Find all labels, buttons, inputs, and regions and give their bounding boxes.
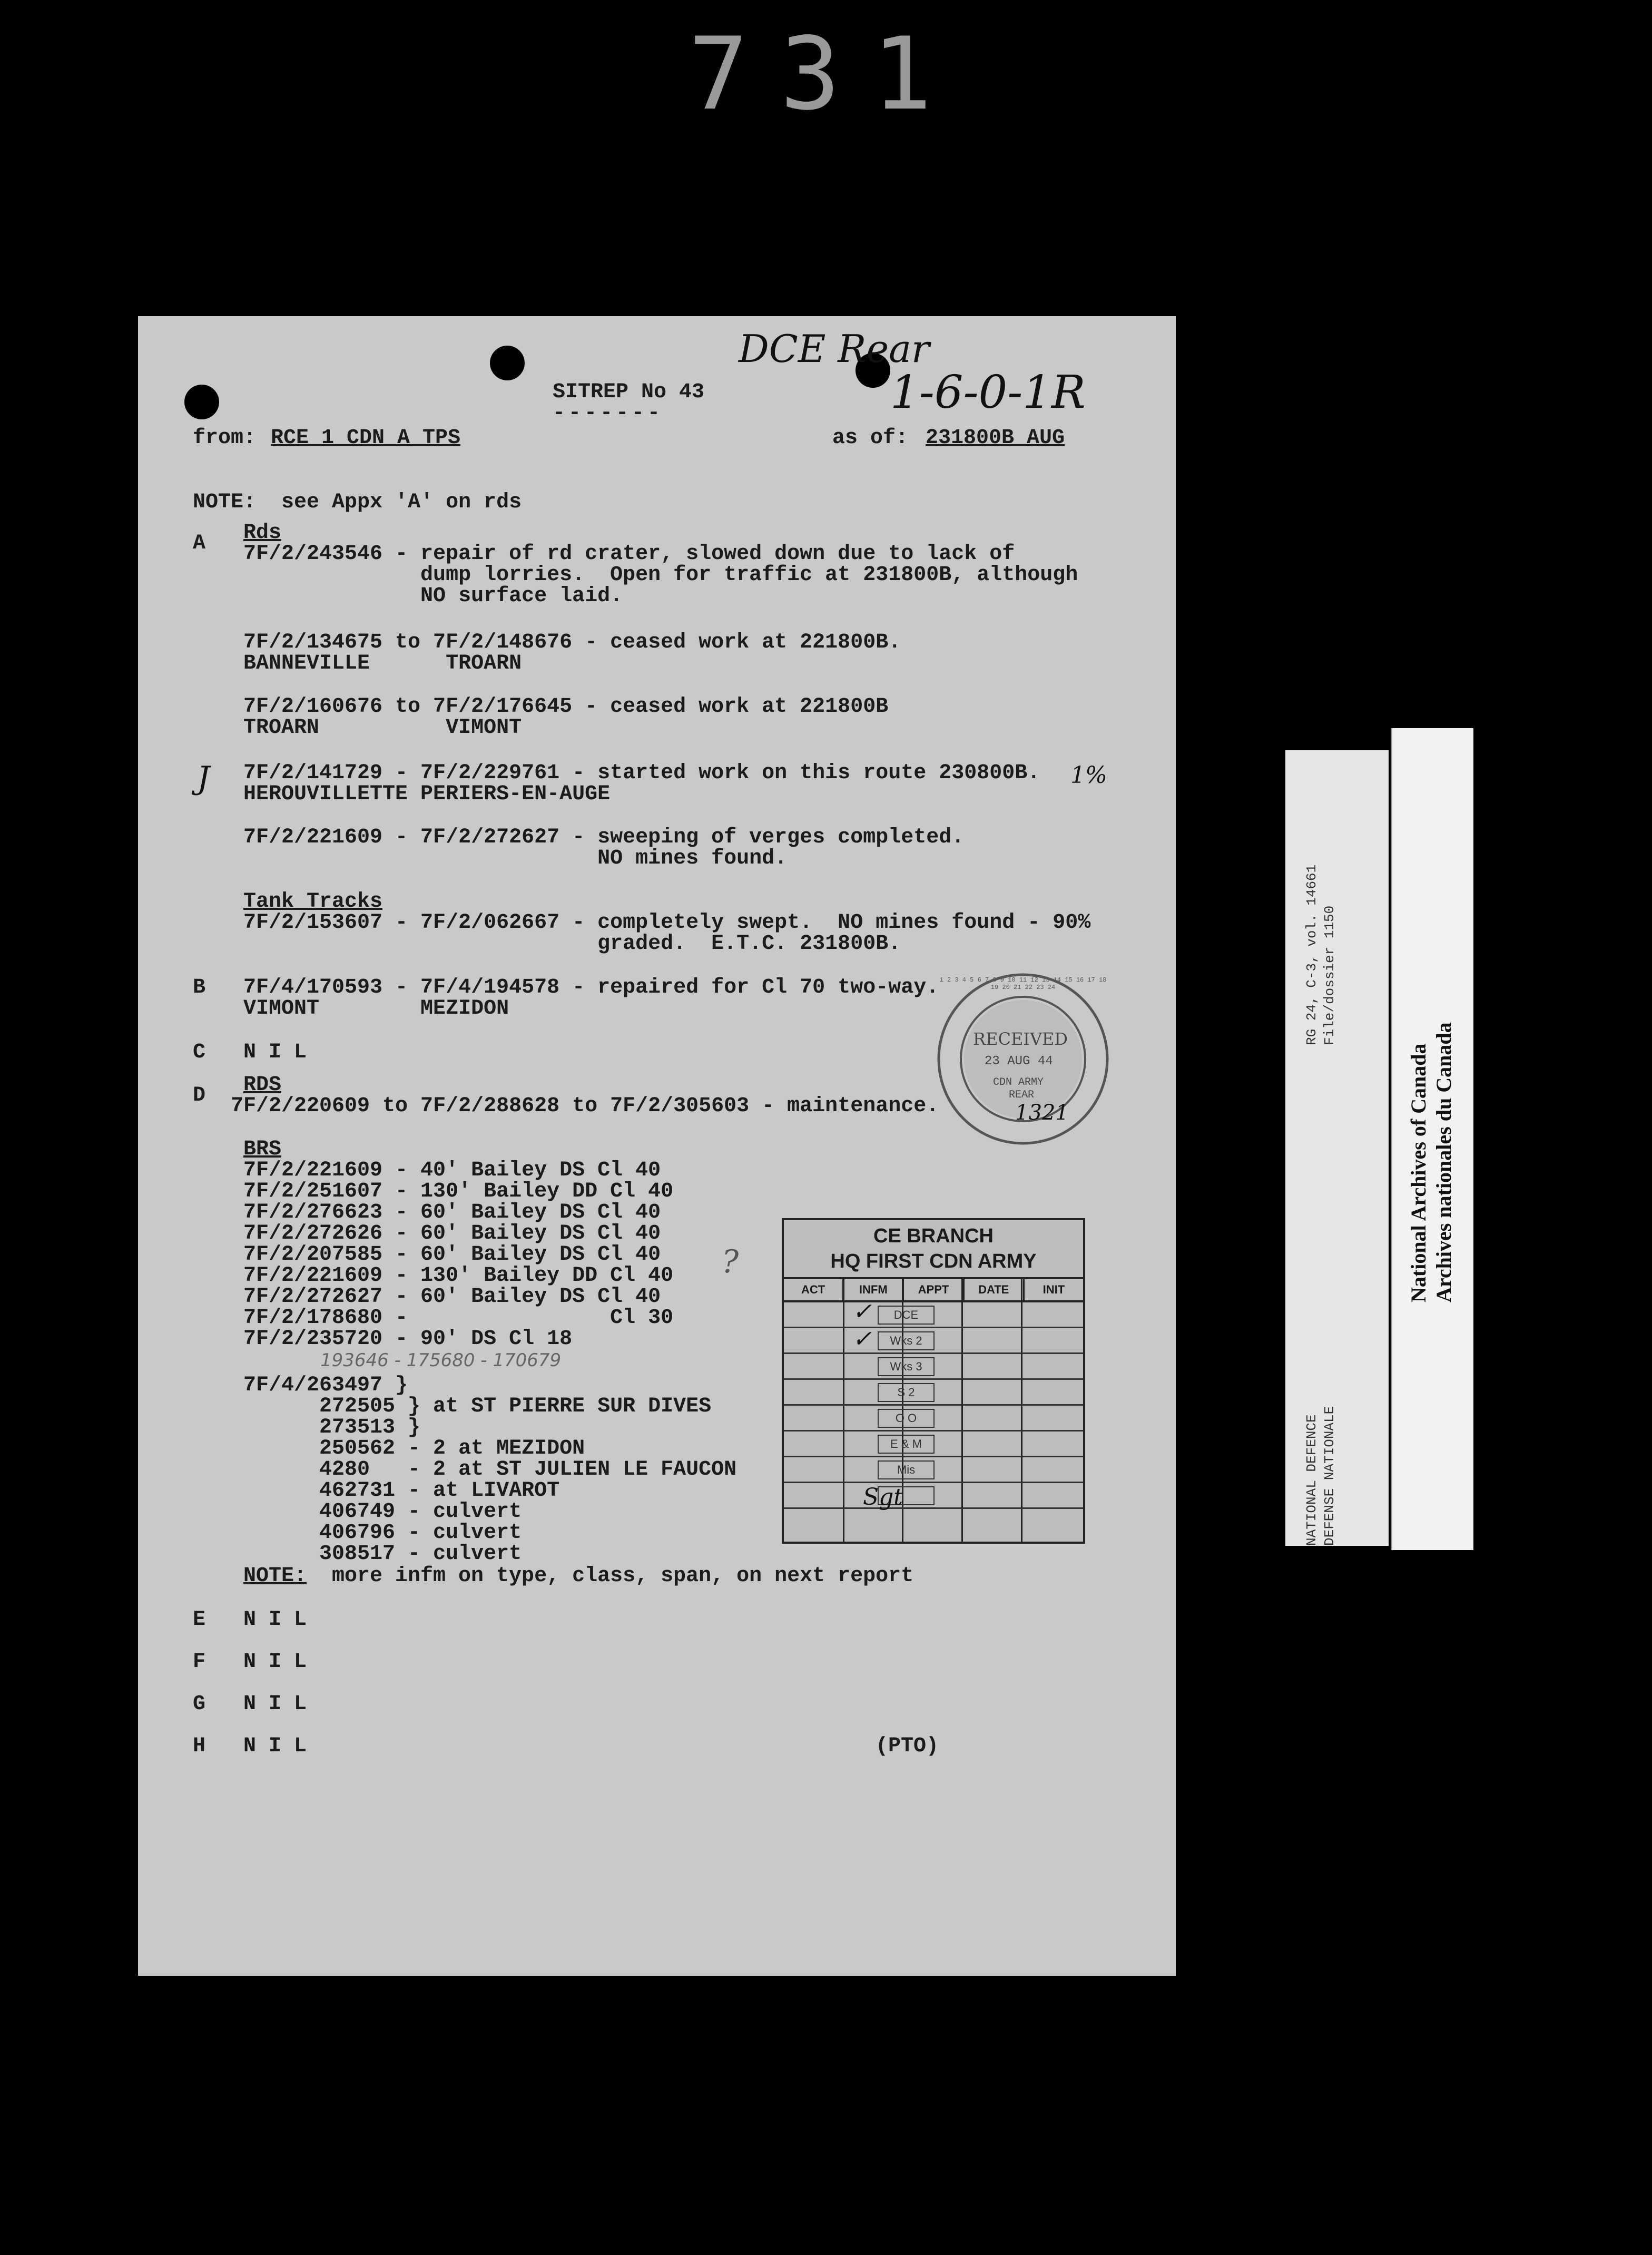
from-value: RCE 1 CDN A TPS [271, 426, 461, 450]
ce-stamp-row [784, 1328, 1083, 1354]
punch-hole [490, 346, 525, 380]
text-line: 7F/2/134675 to 7F/2/148676 - ceased work at 221800B. [243, 631, 901, 654]
ce-branch-stamp [782, 1218, 1085, 1544]
asof-value: 231800B AUG [926, 426, 1065, 450]
bridge-line: 7F/2/178680 - Cl 30 [243, 1306, 674, 1330]
section-letter: C [193, 1041, 206, 1064]
text-line: 7F/2/243546 - repair of rd crater, slowed down due to lack of [243, 542, 1015, 566]
ce-row-label: Wks 2 [878, 1331, 935, 1350]
archive-name-card [1391, 728, 1473, 1550]
nil-text: N I L [243, 1041, 307, 1064]
title-underline: ------- [553, 401, 664, 425]
text-line: VIMONT MEZIDON [243, 997, 509, 1021]
ce-stamp-row [784, 1457, 1083, 1483]
margin-tick: J [197, 760, 210, 797]
section-letter: D [193, 1084, 206, 1107]
text-line: TROARN VIMONT [243, 716, 522, 740]
text-line: BANNEVILLE TROARN [243, 652, 522, 675]
section-letter: G [193, 1692, 206, 1716]
from-label: from: [193, 426, 257, 450]
received-stamp-date: 23 AUG 44 [985, 1054, 1053, 1068]
grid-line: 273513 } [243, 1416, 421, 1439]
received-stamp-sub: REAR [1009, 1089, 1035, 1101]
text-line: graded. E.T.C. 231800B. [243, 932, 901, 956]
section-letter: F [193, 1650, 206, 1674]
note-label: NOTE: [243, 1564, 307, 1588]
archive-name-fr: Archives nationales du Canada [1432, 1022, 1456, 1302]
section-letter: B [193, 976, 206, 999]
note-text: more infm on type, class, span, on next report [332, 1564, 914, 1588]
ce-stamp-title-1: CE BRANCH [873, 1225, 994, 1247]
archive-reference-line: NATIONAL DEFENCE [1304, 1414, 1320, 1546]
text-line: NO surface laid. [243, 584, 623, 608]
received-stamp [936, 972, 1110, 1146]
ce-stamp-row [784, 1483, 1083, 1509]
bridge-line: 7F/2/251607 - 130' Bailey DD Cl 40 [243, 1180, 674, 1203]
microfilm-frame-number: 731 [688, 16, 964, 132]
nil-text: N I L [243, 1650, 307, 1674]
ce-col-infm: INFM [844, 1279, 904, 1300]
received-stamp-unit: CDN ARMY [993, 1076, 1044, 1089]
grid-line: 406749 - culvert [243, 1500, 522, 1524]
text-line: 7F/2/220609 to 7F/2/288628 to 7F/2/305603 - maintenance. [231, 1094, 939, 1118]
grid-line: 7F/4/263497 } [243, 1374, 408, 1397]
grid-line: 250562 - 2 at MEZIDON [243, 1437, 585, 1460]
section-letter: H [193, 1734, 206, 1758]
text-line: NO mines found. [243, 847, 788, 870]
archive-reference-line: File/dossier 1150 [1322, 905, 1338, 1045]
check-mark: ✓ [852, 1298, 872, 1325]
pencil-brace-query: ? [722, 1243, 739, 1280]
grid-line: 406796 - culvert [243, 1521, 522, 1545]
ce-stamp-row [784, 1302, 1083, 1328]
pto-marker: (PTO) [876, 1734, 939, 1758]
ce-col-appt: APPT [904, 1279, 964, 1300]
ce-row-label: E & M [878, 1435, 935, 1454]
check-mark: ✓ [852, 1326, 872, 1352]
ce-row-label: Mis [878, 1460, 935, 1479]
received-handwritten-number: 1321 [1015, 1101, 1069, 1125]
ce-stamp-row [784, 1406, 1083, 1432]
section-letter: A [193, 532, 206, 555]
archive-reference-line: RG 24, C-3, vol. 14661 [1304, 864, 1320, 1045]
ce-row-label: Wks 3 [878, 1357, 935, 1376]
ce-stamp-columns [784, 1279, 1083, 1302]
rds-heading: Rds [243, 521, 282, 545]
bridge-line: 7F/2/207585 - 60' Bailey DS Cl 40 [243, 1243, 661, 1267]
note-top: NOTE: see Appx 'A' on rds [193, 491, 522, 514]
text-line: 7F/4/170593 - 7F/4/194578 - repaired for Cl 70 two-way. [243, 976, 939, 999]
ce-row-label: O O [878, 1409, 935, 1428]
text-line: HEROUVILLETTE PERIERS-EN-AUGE [243, 782, 611, 806]
bridge-line: 7F/2/221609 - 130' Bailey DD Cl 40 [243, 1264, 674, 1288]
ce-col-init: INIT [1043, 1283, 1065, 1296]
punch-hole [184, 385, 219, 419]
text-line: 7F/2/153607 - 7F/2/062667 - completely swept. NO mines found - 90% [243, 911, 1091, 935]
text-line: 7F/2/141729 - 7F/2/229761 - started work on this route 230800B. [243, 761, 1040, 785]
received-stamp-word: RECEIVED [973, 1029, 1068, 1049]
rds-heading: RDS [243, 1073, 282, 1097]
pencil-grid-refs: 193646 - 175680 - 170679 [320, 1350, 562, 1371]
ce-stamp-row [784, 1380, 1083, 1406]
bridge-line: 7F/2/276623 - 60' Bailey DS Cl 40 [243, 1201, 661, 1224]
ce-stamp-header [784, 1220, 1083, 1279]
bridge-line: 7F/2/235720 - 90' DS Cl 18 [243, 1327, 573, 1351]
grid-line: 272505 } at ST PIERRE SUR DIVES [243, 1395, 712, 1418]
archive-reference-card [1285, 750, 1389, 1546]
bridge-line: 7F/2/221609 - 40' Bailey DS Cl 40 [243, 1159, 661, 1182]
ce-col-date: DATE [965, 1279, 1025, 1300]
bridge-line: 7F/2/272626 - 60' Bailey DS Cl 40 [243, 1222, 661, 1246]
text-line: dump lorries. Open for traffic at 231800B, although [243, 563, 1078, 587]
handwritten-recipient: DCE Rear [739, 327, 930, 371]
grid-line: 4280 - 2 at ST JULIEN LE FAUCON [243, 1458, 737, 1482]
archive-name-en: National Archives of Canada [1407, 1043, 1430, 1302]
ce-stamp-title-2: HQ FIRST CDN ARMY [830, 1250, 1037, 1272]
tank-tracks-heading: Tank Tracks [243, 890, 383, 914]
section-letter: E [193, 1608, 206, 1632]
nil-text: N I L [243, 1608, 307, 1632]
ce-row-label: DCE [878, 1306, 935, 1325]
nil-text: N I L [243, 1692, 307, 1716]
sitrep-page [138, 316, 1176, 1976]
text-line: 7F/2/221609 - 7F/2/272627 - sweeping of verges completed. [243, 826, 965, 849]
ce-initial: Sgt [863, 1484, 903, 1511]
ce-stamp-row [784, 1432, 1083, 1457]
brs-heading: BRS [243, 1138, 282, 1161]
received-stamp-ring-numbers: 1 2 3 4 5 6 7 8 9 10 11 12 13 14 15 16 17 18 19 20 21 22 23 24 [939, 976, 1107, 991]
ce-col-act: ACT [784, 1279, 844, 1300]
nil-text: N I L [243, 1734, 307, 1758]
ce-row-label: S 2 [878, 1383, 935, 1402]
page-title: SITREP No 43 [553, 380, 705, 404]
grid-line: 308517 - culvert [243, 1542, 522, 1566]
grid-line: 462731 - at LIVAROT [243, 1479, 560, 1503]
handwritten-file-number: 1-6-0-1R [890, 366, 1086, 419]
asof-label: as of: [832, 426, 909, 450]
text-line: 7F/2/160676 to 7F/2/176645 - ceased work at 221800B [243, 695, 889, 719]
bridge-line: 7F/2/272627 - 60' Bailey DS Cl 40 [243, 1285, 661, 1309]
margin-note: 1% [1070, 762, 1107, 789]
ce-stamp-row [784, 1354, 1083, 1380]
archive-reference-line: DEFENSE NATIONALE [1322, 1406, 1338, 1546]
